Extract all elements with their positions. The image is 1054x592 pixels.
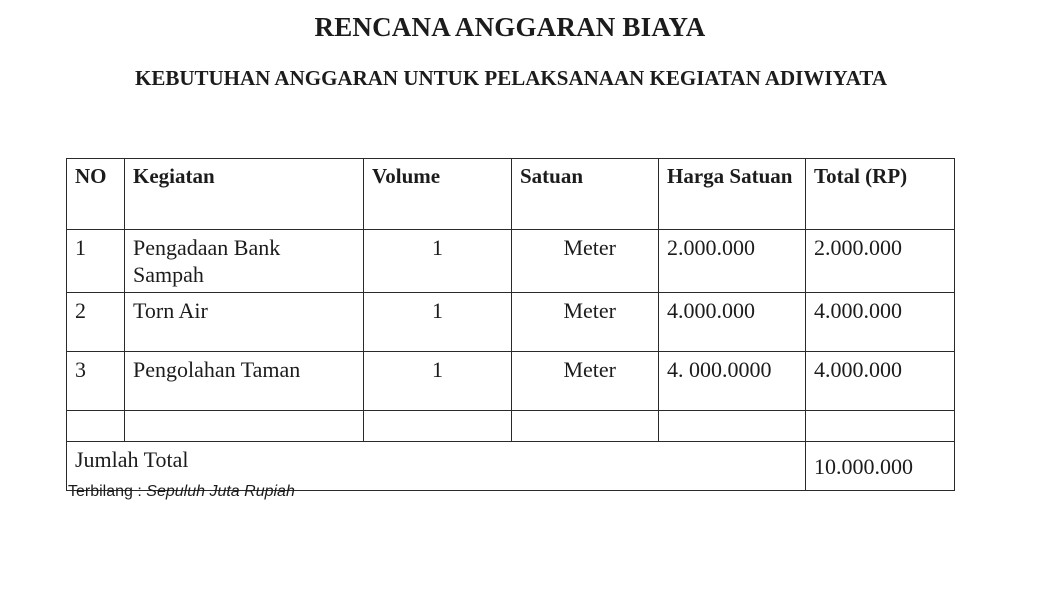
cell-empty bbox=[512, 411, 659, 442]
cell-empty bbox=[125, 411, 364, 442]
cell-volume: 1 bbox=[364, 352, 512, 411]
cell-empty bbox=[364, 411, 512, 442]
cell-empty bbox=[67, 411, 125, 442]
cell-harga: 4. 000.0000 bbox=[659, 352, 806, 411]
cell-kegiatan: Pengolahan Taman bbox=[125, 352, 364, 411]
cell-total: 2.000.000 bbox=[806, 230, 955, 293]
cell-satuan: Meter bbox=[512, 352, 659, 411]
cell-total: 4.000.000 bbox=[806, 293, 955, 352]
table-row bbox=[67, 293, 955, 352]
cell-volume: 1 bbox=[364, 230, 512, 293]
terbilang-value: Sepuluh Juta Rupiah bbox=[146, 483, 295, 500]
total-label: Jumlah Total bbox=[67, 442, 806, 491]
total-value: 10.000.000 bbox=[806, 442, 955, 491]
budget-table bbox=[66, 158, 955, 491]
document-title: RENCANA ANGGARAN BIAYA bbox=[314, 12, 706, 42]
terbilang-line bbox=[68, 483, 295, 501]
table-row bbox=[67, 352, 955, 411]
cell-harga: 4.000.000 bbox=[659, 293, 806, 352]
table-row bbox=[67, 230, 955, 293]
header-satuan: Satuan bbox=[512, 159, 659, 230]
terbilang-label: Terbilang : bbox=[68, 483, 142, 500]
cell-no: 3 bbox=[67, 352, 125, 411]
header-total: Total (RP) bbox=[806, 159, 955, 230]
cell-no: 1 bbox=[67, 230, 125, 293]
header-volume: Volume bbox=[364, 159, 512, 230]
cell-empty bbox=[806, 411, 955, 442]
cell-kegiatan: Torn Air bbox=[125, 293, 364, 352]
cell-total: 4.000.000 bbox=[806, 352, 955, 411]
cell-volume: 1 bbox=[364, 293, 512, 352]
cell-satuan: Meter bbox=[512, 293, 659, 352]
cell-empty bbox=[659, 411, 806, 442]
cell-harga: 2.000.000 bbox=[659, 230, 806, 293]
table-header-row bbox=[67, 159, 955, 230]
document-subtitle: KEBUTUHAN ANGGARAN UNTUK PELAKSANAAN KEGIATAN ADIWIYATA bbox=[134, 66, 887, 90]
table-row-empty bbox=[67, 411, 955, 442]
header-no: NO bbox=[67, 159, 125, 230]
cell-satuan: Meter bbox=[512, 230, 659, 293]
header-kegiatan: Kegiatan bbox=[125, 159, 364, 230]
cell-kegiatan: Pengadaan Bank Sampah bbox=[125, 230, 364, 293]
cell-no: 2 bbox=[67, 293, 125, 352]
header-harga-satuan: Harga Satuan bbox=[659, 159, 806, 230]
